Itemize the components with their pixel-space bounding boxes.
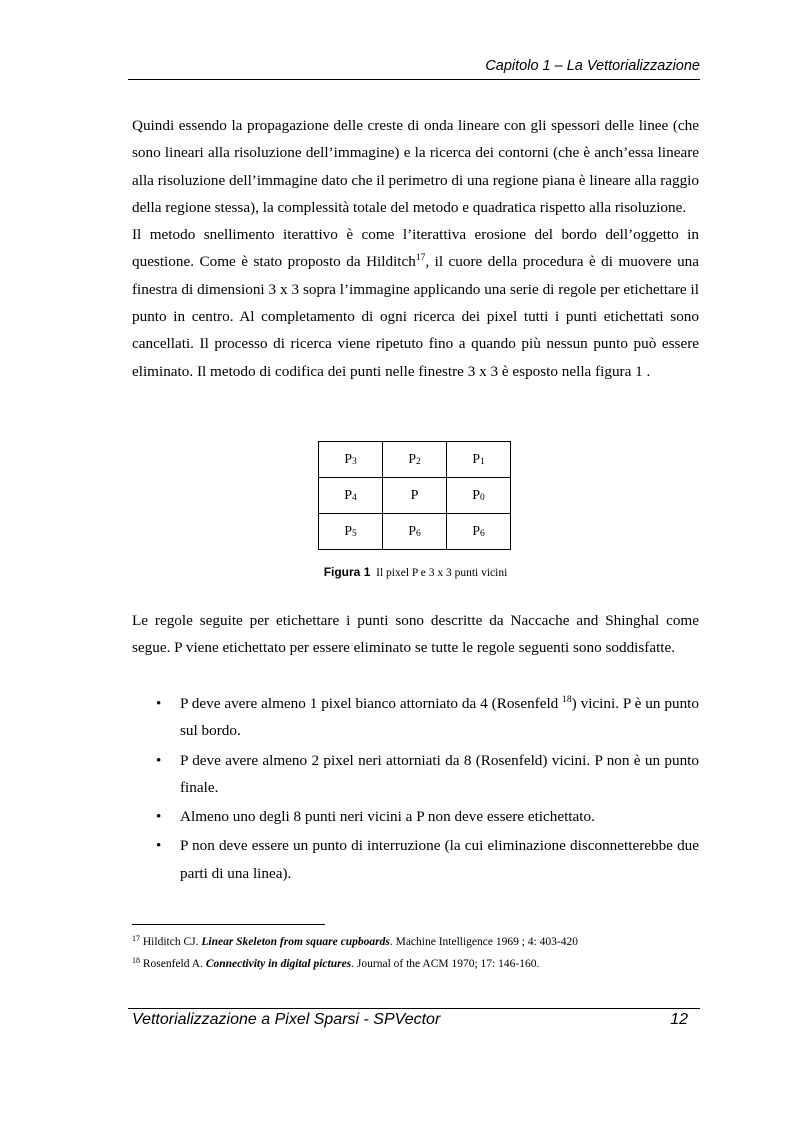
table-cell: $P_4$ (319, 478, 383, 514)
rules-intro (132, 607, 699, 662)
paragraph-2-part2: , il cuore della procedura è di muovere una finestra di dimensioni 3 x 3 sopra l’immagine applicando una serie di regole per etichettare il punto in centro. Al completamento di ogni ricerca dei pixel tutti i punti etichettati sono cancellati. Il processo di ricerca viene ripetuto fino a quando più nessun punto può essere eliminato. Il metodo di codifica dei punti nelle finestre 3 x 3 è esposto nella figura 1 . (132, 253, 699, 380)
table-cell: $P_5$ (319, 514, 383, 550)
bullet-icon: • (156, 695, 162, 712)
table-row (319, 442, 511, 478)
footnote-18: $^{18}$ Rosenfeld A. Connectivity in digital pictures. Journal of the ACM 1970; 17: 146-160. (132, 956, 540, 970)
list-item: • P deve avere almeno 2 pixel neri attorniati da 8 (Rosenfeld) vicini. P non è un punto finale. (132, 747, 699, 802)
pixel-neighborhood-table (318, 441, 511, 550)
footnotes (132, 932, 699, 976)
footnote-ref-17[interactable]: 17 (415, 253, 426, 264)
caption-text: Il pixel P e 3 x 3 punti vicini (376, 567, 508, 579)
bullet-icon: • (156, 837, 162, 855)
paragraph-1: Quindi essendo la propagazione delle creste di onda lineare con gli spessori delle linee (che sono lineari alla risoluzione dell’immagine) e la ricerca dei contorni (che è anch’essa lineare alla risoluzione dell’immagine dato che il perimetro di una regione piana è lineare alla raggio della regione stessa), la complessità totale del metodo e quadratica rispetto alla risoluzione. (132, 117, 699, 216)
list-item: • Almeno uno degli 8 punti neri vicini a P non deve essere etichettato. (132, 803, 699, 830)
paragraph-3: Le regole seguite per etichettare i punti sono descritte da Naccache and Shinghal come segue. P viene etichettato per essere eliminato se tutte le regole seguenti sono soddisfatte. (132, 612, 699, 657)
footnote-ref-18[interactable]: 18 (562, 695, 572, 705)
footer-title: Vettorializzazione a Pixel Sparsi - SPVector (132, 1011, 441, 1028)
bullet-icon: • (156, 808, 162, 826)
table-cell: $P_6$ (447, 514, 511, 550)
table-cell: $P_3$ (319, 442, 383, 478)
table-row (319, 478, 511, 514)
list-item: • P deve avere almeno 1 pixel bianco attorniato da 4 (Rosenfeld $^{18}$) vicini. P è un punto sul bordo. (132, 690, 699, 745)
paragraph-2 (132, 221, 699, 385)
caption-label: Figura 1 (323, 565, 371, 579)
table-cell: $P_6$ (383, 514, 447, 550)
table-cell: $P_2$ (383, 442, 447, 478)
footer-rule (128, 1008, 700, 1009)
running-header: Capitolo 1 – La Vettorializzazione (485, 58, 700, 74)
footnote-rule (132, 924, 325, 925)
bullet-icon: • (156, 751, 162, 769)
page-number: 12 (670, 1011, 688, 1028)
footnote-title: Connectivity in digital pictures (205, 958, 352, 970)
body-text (132, 112, 699, 385)
footnote-title: Linear Skeleton from square cupboards (201, 936, 390, 948)
footnote-17: $^{17}$ Hilditch CJ. Linear Skeleton from square cupboards. Machine Intelligence 1969 ; 4: 403-420 (132, 934, 578, 948)
list-item: • P non deve essere un punto di interruzione (la cui eliminazione disconnetterebbe due parti di una linea). (132, 832, 699, 887)
table-cell: $P_0$ (447, 478, 511, 514)
header-rule (128, 79, 700, 80)
paragraph-2-part1: Il metodo snellimento iterattivo è come l’iterattiva erosione del bordo dell’oggetto in questione. Come è stato proposto da Hilditch (132, 226, 699, 271)
table-cell: $P_1$ (447, 442, 511, 478)
figure-caption (132, 565, 699, 579)
table-cell-center: P (383, 478, 447, 514)
table-row (319, 514, 511, 550)
rules-list (132, 690, 699, 889)
